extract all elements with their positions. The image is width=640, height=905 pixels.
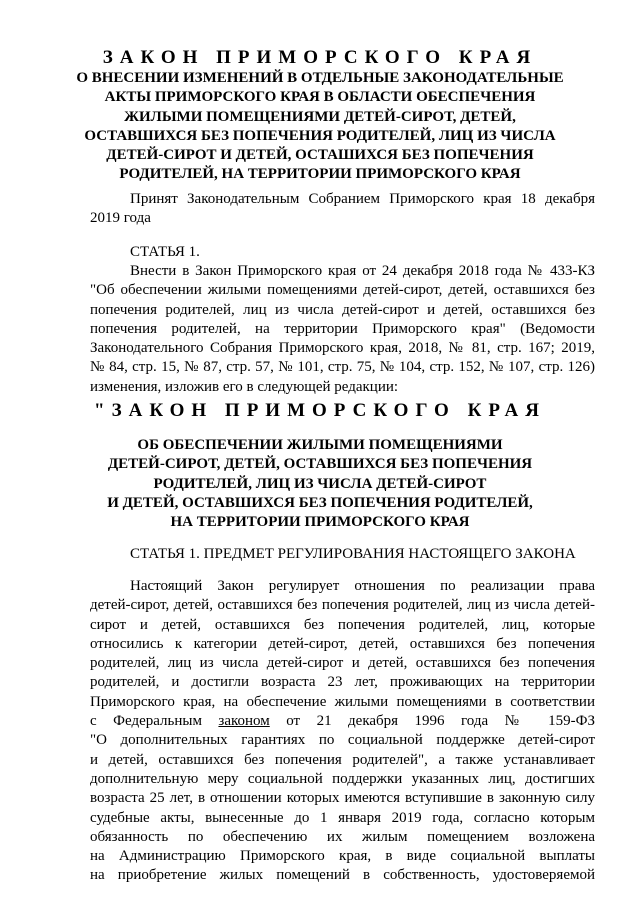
text-line: Настоящий Закон регулирует отношения по реализации права bbox=[130, 578, 595, 594]
text-line: попечения родителей, лиц из числа детей-сирот и детей, оставшихся без bbox=[90, 301, 595, 318]
text-line: родителей, и достигли возраста 23 лет, проживающих на территории bbox=[90, 674, 595, 691]
text-fragment: от 21 декабря 1996 года № 159-ФЗ bbox=[269, 713, 595, 730]
subtitle-line: ОСТАВШИХСЯ БЕЗ ПОПЕЧЕНИЯ РОДИТЕЛЕЙ, ЛИЦ ИЗ ЧИСЛА bbox=[84, 127, 556, 144]
text-line: изменения, изложив его в следующей редакции: bbox=[90, 378, 399, 395]
law-subtitle bbox=[40, 69, 600, 185]
inner-law-subtitle bbox=[40, 436, 600, 532]
subtitle-line: И ДЕТЕЙ, ОСТАВШИХСЯ БЕЗ ПОПЕЧЕНИЯ РОДИТЕЛЕЙ, bbox=[107, 494, 533, 511]
text-line: Приморского края, на обеспечение жилыми помещениями в соответствии bbox=[90, 693, 595, 710]
subtitle-line: РОДИТЕЛЕЙ, НА ТЕРРИТОРИИ ПРИМОРСКОГО КРАЯ bbox=[119, 166, 521, 183]
text-line: Внести в Закон Приморского края от 24 декабря 2018 года № 433-КЗ bbox=[130, 263, 595, 279]
text-line: Законодательного Собрания Приморского края, 2018, № 81, стр. 167; 2019, bbox=[90, 340, 595, 357]
text-line: "О дополнительных гарантиях по социальной поддержке детей-сирот bbox=[90, 732, 595, 749]
subtitle-line: РОДИТЕЛЕЙ, ЛИЦ ИЗ ЧИСЛА ДЕТЕЙ-СИРОТ bbox=[153, 475, 487, 492]
text-line: дополнительную меру социальной поддержки указанных лиц, достигших bbox=[90, 770, 595, 787]
text-line: сирот и детей, оставшихся без попечения родителей, лиц, которые bbox=[90, 616, 595, 633]
text-line: № 84, стр. 15, № 87, стр. 57, № 101, стр. 75, № 104, стр. 152, № 107, стр. 126) bbox=[90, 359, 595, 376]
text-line: родителей, лиц из числа детей-сирот и детей, оставшихся без попечения bbox=[90, 655, 595, 672]
subtitle-line: ЖИЛЫМИ ПОМЕЩЕНИЯМИ ДЕТЕЙ-СИРОТ, ДЕТЕЙ, bbox=[124, 108, 516, 125]
subtitle-line: ДЕТЕЙ-СИРОТ И ДЕТЕЙ, ОСТАШИХСЯ БЕЗ ПОПЕЧЕНИЯ bbox=[106, 147, 534, 164]
subtitle-line: О ВНЕСЕНИИ ИЗМЕНЕНИЙ В ОТДЕЛЬНЫЕ ЗАКОНОДАТЕЛЬНЫЕ bbox=[76, 70, 564, 86]
subtitle-line: АКТЫ ПРИМОРСКОГО КРАЯ В ОБЛАСТИ ОБЕСПЕЧЕНИЯ bbox=[104, 89, 536, 106]
text-line bbox=[90, 712, 595, 731]
subtitle-line: ОБ ОБЕСПЕЧЕНИИ ЖИЛЫМИ ПОМЕЩЕНИЯМИ bbox=[137, 437, 503, 453]
text-line: относились к категории детей-сирот, детей, оставшихся без попечения bbox=[90, 635, 595, 652]
law-title: ЗАКОН ПРИМОРСКОГО КРАЯ bbox=[102, 47, 538, 68]
text-line: на Администрацию Приморского края, в виде социальной выплаты bbox=[90, 848, 595, 865]
inner-law-title: "ЗАКОН ПРИМОРСКОГО КРАЯ bbox=[94, 400, 546, 421]
text-line: детей-сирот, детей, оставшихся без попечения родителей, лиц из числа детей- bbox=[90, 597, 595, 614]
text-line: на приобретение жилых помещений в собственность, удостоверяемой bbox=[90, 867, 595, 884]
text-line: и детей, оставшихся без попечения родителей", а также устанавливает bbox=[90, 751, 595, 768]
text-line: судебные акты, вынесенные до 1 января 2019 года, согласно которым bbox=[90, 809, 595, 826]
article-body bbox=[90, 262, 595, 397]
subtitle-line: НА ТЕРРИТОРИИ ПРИМОРСКОГО КРАЯ bbox=[170, 514, 470, 531]
text-line: 2019 года bbox=[90, 210, 151, 227]
text-line: возраста 25 лет, в отношении которых имеются вступившие в законную силу bbox=[90, 790, 595, 807]
text-fragment: с Федеральным bbox=[90, 713, 219, 730]
article-body bbox=[90, 577, 595, 886]
federal-law-link[interactable]: законом bbox=[218, 713, 270, 730]
adoption-statement bbox=[90, 190, 595, 229]
article-label: СТАТЬЯ 1. bbox=[130, 244, 200, 260]
article-heading: СТАТЬЯ 1. ПРЕДМЕТ РЕГУЛИРОВАНИЯ НАСТОЯЩЕГО ЗАКОНА bbox=[130, 546, 576, 562]
text-line: "Об обеспечении жилыми помещениями детей-сирот, детей, оставшихся без bbox=[90, 282, 595, 299]
subtitle-line: ДЕТЕЙ-СИРОТ, ДЕТЕЙ, ОСТАВШИХСЯ БЕЗ ПОПЕЧЕНИЯ bbox=[107, 456, 533, 473]
text-line: обязанность по обеспечению их жилым помещением возложена bbox=[90, 828, 595, 845]
text-line: попечения родителей, на территории Приморского края" (Ведомости bbox=[90, 320, 595, 337]
text-line: Принят Законодательным Собранием Приморского края 18 декабря bbox=[130, 191, 595, 207]
